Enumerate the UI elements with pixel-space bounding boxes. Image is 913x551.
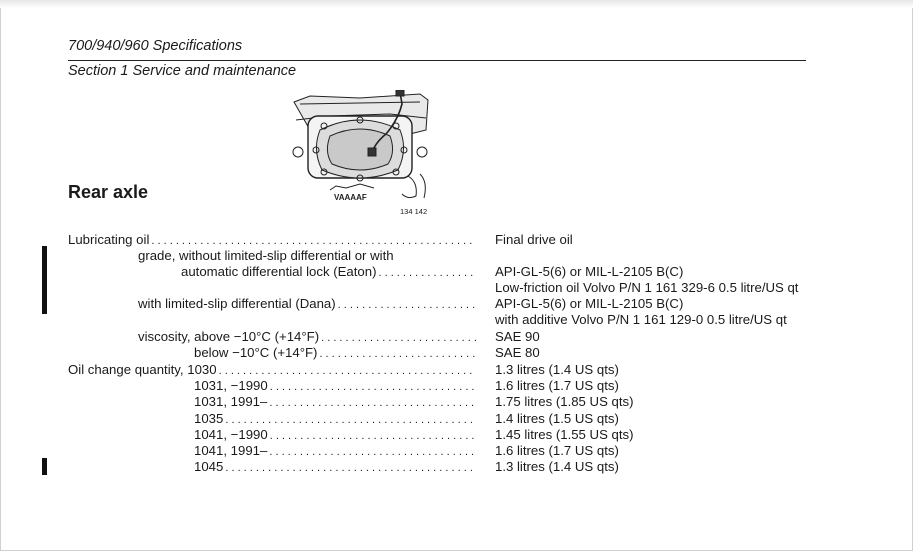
spec-value: 1.6 litres (1.7 US qts) (495, 443, 619, 458)
spec-row-1041-1990 (68, 427, 798, 443)
spec-row-eaton (68, 264, 798, 280)
spec-value: Low-friction oil Volvo P/N 1 161 329-6 0.5 litre/US qt (495, 280, 799, 295)
spec-row-dana (68, 296, 798, 312)
spec-value: Final drive oil (495, 232, 573, 247)
spec-value: API-GL-5(6) or MIL-L-2105 B(C) (495, 296, 684, 311)
spec-value: with additive Volvo P/N 1 161 129-0 0.5 litre/US qt (495, 312, 787, 327)
section-title: Rear axle (68, 182, 149, 202)
spec-row-1041-1991 (68, 443, 798, 459)
spec-value: 1.45 litres (1.55 US qts) (495, 427, 634, 442)
spec-row-1031-1990 (68, 378, 798, 394)
spec-value: API-GL-5(6) or MIL-L-2105 B(C) (495, 264, 684, 279)
change-bar (42, 458, 47, 475)
running-header-section: Section 1 Service and maintenance (68, 63, 297, 79)
spec-label: Oil change quantity, 1030 (68, 362, 217, 377)
page-top-shade (0, 0, 913, 8)
spec-value: 1.4 litres (1.5 US qts) (495, 411, 619, 426)
spec-row-additive (68, 312, 798, 328)
header-rule (68, 60, 806, 61)
spec-label: 1041, 1991– (194, 443, 268, 458)
spec-row-oil-change-1030 (68, 362, 798, 378)
spec-label: 1031, −1990 (194, 378, 268, 393)
spec-row-grade-intro (68, 248, 798, 264)
spec-row-1031-1991 (68, 394, 798, 410)
spec-label: 1045 (194, 459, 224, 474)
spec-label: 1041, −1990 (194, 427, 268, 442)
running-header-model: 700/940/960 Specifications (68, 38, 243, 54)
spec-row-lubricating-oil (68, 232, 798, 248)
spec-row-viscosity-above (68, 329, 798, 345)
spec-row-1045 (68, 459, 798, 475)
spec-label: 1035 (194, 411, 224, 426)
figure-caption: 134 142 (400, 207, 428, 216)
change-bar (42, 246, 47, 314)
spec-label: with limited-slip differential (Dana) (138, 296, 336, 311)
spec-row-low-friction-oil (68, 280, 798, 296)
spec-value: 1.6 litres (1.7 US qts) (495, 378, 619, 393)
spec-label: 1031, 1991– (194, 394, 268, 409)
spec-value: 1.75 litres (1.85 US qts) (495, 394, 634, 409)
spec-label: Lubricating oil (68, 232, 150, 247)
spec-value: 1.3 litres (1.4 US qts) (495, 459, 619, 474)
spec-label: grade, without limited-slip differential or with (138, 248, 394, 263)
spec-label: viscosity, above −10°C (+14°F) (138, 329, 320, 344)
spec-row-viscosity-below (68, 345, 798, 361)
spec-value: SAE 80 (495, 345, 540, 360)
svg-text:VAAAAF: VAAAAF (334, 193, 367, 202)
rear-axle-diagram (290, 90, 430, 206)
spec-label: automatic differential lock (Eaton) (181, 264, 377, 279)
spec-row-1035 (68, 411, 798, 427)
spec-value: SAE 90 (495, 329, 540, 344)
spec-label: below −10°C (+14°F) (194, 345, 318, 360)
spec-value: 1.3 litres (1.4 US qts) (495, 362, 619, 377)
